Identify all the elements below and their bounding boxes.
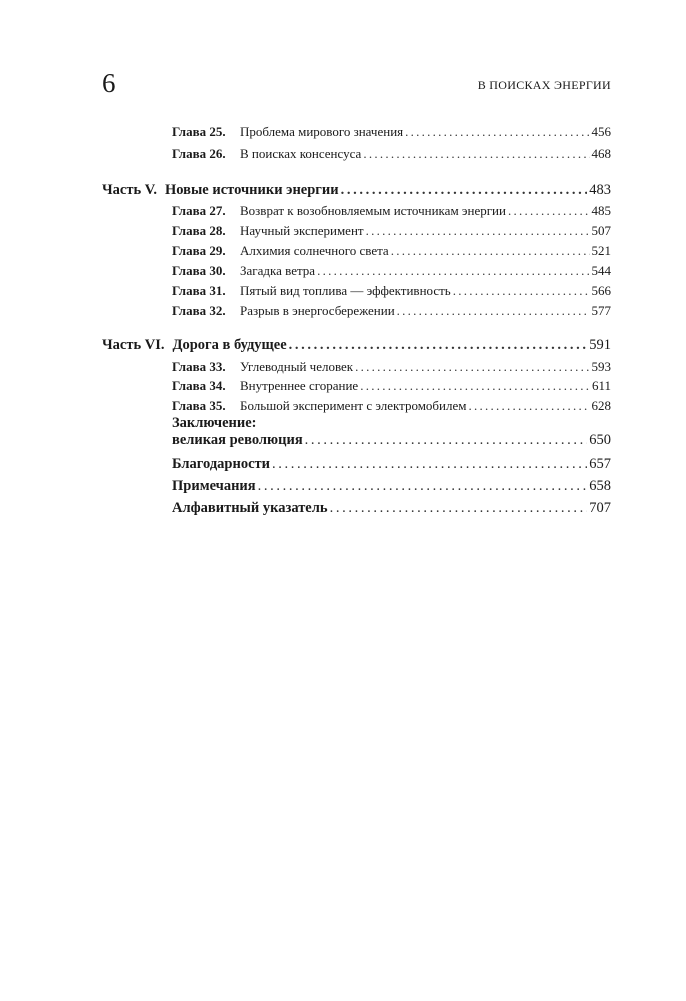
chapter-title: Возврат к возобновляемым источникам энергии xyxy=(240,203,506,218)
dot-leader xyxy=(341,181,588,199)
chapter-title: Большой эксперимент с электромобилем xyxy=(240,398,467,413)
dot-leader xyxy=(289,336,588,354)
part-page: 591 xyxy=(589,337,611,353)
toc-chapter-32[interactable] xyxy=(172,303,611,319)
dot-leader xyxy=(258,477,588,495)
toc-chapter-34[interactable] xyxy=(172,378,611,394)
dot-leader xyxy=(272,455,587,473)
chapter-page: 521 xyxy=(591,243,611,258)
chapter-title: Пятый вид топлива — эффективность xyxy=(240,283,451,298)
dot-leader xyxy=(397,303,590,319)
chapter-label: Глава 28. xyxy=(172,223,226,238)
back-matter-page: 657 xyxy=(589,456,611,472)
toc-part-5[interactable] xyxy=(102,181,611,199)
chapter-label: Глава 25. xyxy=(172,124,226,139)
chapter-title: Разрыв в энергосбережении xyxy=(240,303,395,318)
chapter-label: Глава 34. xyxy=(172,378,226,393)
chapter-page: 593 xyxy=(591,359,611,374)
chapter-title: Загадка ветра xyxy=(240,263,316,278)
chapter-title: Проблема мирового значения xyxy=(240,124,404,139)
part-title: Дорога в будущее xyxy=(172,337,287,353)
dot-leader xyxy=(508,203,590,219)
dot-leader xyxy=(317,263,589,279)
part-label: Часть VI. xyxy=(102,337,165,353)
toc-conclusion[interactable] xyxy=(172,431,611,449)
back-matter-title: Благодарности xyxy=(172,456,271,472)
chapter-label: Глава 31. xyxy=(172,283,226,298)
toc-chapter-29[interactable] xyxy=(172,243,611,259)
dot-leader xyxy=(363,146,589,162)
dot-leader xyxy=(305,431,588,449)
back-matter-title: Алфавитный указатель xyxy=(172,500,328,516)
running-head: В ПОИСКАХ ЭНЕРГИИ xyxy=(477,78,611,92)
toc-chapter-31[interactable] xyxy=(172,283,611,299)
part-title: Новые источники энергии xyxy=(164,182,339,198)
toc-notes[interactable] xyxy=(172,477,611,495)
dot-leader xyxy=(468,398,589,414)
chapter-page: 468 xyxy=(591,146,611,161)
chapter-label: Глава 35. xyxy=(172,398,226,413)
conclusion-title: великая революция xyxy=(172,432,303,448)
dot-leader xyxy=(330,499,588,517)
toc-chapter-28[interactable] xyxy=(172,223,611,239)
dot-leader xyxy=(391,243,590,259)
toc-chapter-35[interactable] xyxy=(172,398,611,414)
conclusion-heading: Заключение: xyxy=(172,415,257,431)
back-matter-page: 707 xyxy=(589,500,611,516)
chapter-page: 507 xyxy=(591,223,611,238)
back-matter-title: Примечания xyxy=(172,478,256,494)
chapter-title: Научный эксперимент xyxy=(240,223,364,238)
dot-leader xyxy=(366,223,590,239)
toc-chapter-33[interactable] xyxy=(172,359,611,375)
chapter-label: Глава 27. xyxy=(172,203,226,218)
chapter-title: Внутреннее сгорание xyxy=(240,378,359,393)
chapter-title: В поисках консенсуса xyxy=(240,146,362,161)
chapter-page: 544 xyxy=(591,263,611,278)
chapter-label: Глава 32. xyxy=(172,303,226,318)
chapter-label: Глава 33. xyxy=(172,359,226,374)
dot-leader xyxy=(453,283,590,299)
toc-acknowledgements[interactable] xyxy=(172,455,611,473)
toc-chapter-25[interactable] xyxy=(172,124,611,140)
chapter-page: 566 xyxy=(591,283,611,298)
chapter-page: 628 xyxy=(591,398,611,413)
chapter-label: Глава 30. xyxy=(172,263,226,278)
chapter-title: Углеводный человек xyxy=(240,359,354,374)
page-number: 6 xyxy=(102,68,116,98)
dot-leader xyxy=(355,359,589,375)
chapter-page: 611 xyxy=(591,378,611,393)
part-label: Часть V. xyxy=(102,182,157,198)
toc-part-6[interactable] xyxy=(102,336,611,354)
conclusion-page: 650 xyxy=(589,432,611,448)
chapter-label: Глава 26. xyxy=(172,146,226,161)
toc-chapter-26[interactable] xyxy=(172,146,611,162)
toc-chapter-30[interactable] xyxy=(172,263,611,279)
dot-leader xyxy=(405,124,589,140)
dot-leader xyxy=(360,378,590,394)
back-matter-page: 658 xyxy=(589,478,611,494)
chapter-page: 577 xyxy=(591,303,611,318)
toc-index[interactable] xyxy=(172,499,611,517)
chapter-page: 485 xyxy=(591,203,611,218)
toc-chapter-27[interactable] xyxy=(172,203,611,219)
chapter-page: 456 xyxy=(591,124,611,139)
chapter-label: Глава 29. xyxy=(172,243,226,258)
chapter-title: Алхимия солнечного света xyxy=(240,243,389,258)
part-page: 483 xyxy=(589,182,611,198)
